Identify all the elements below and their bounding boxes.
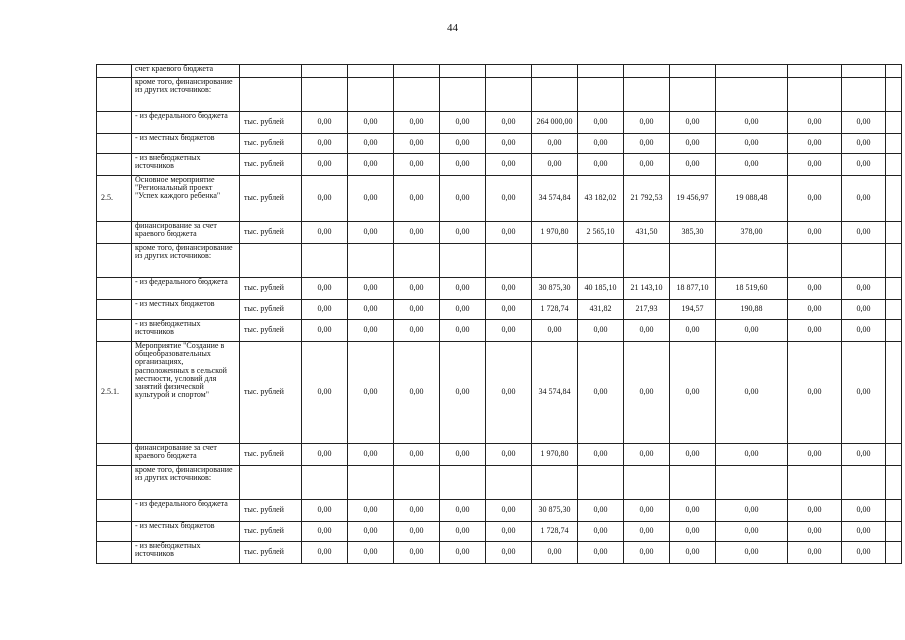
value-cell: 0,00 [624, 134, 670, 154]
table-row [97, 444, 902, 466]
value-cell: 0,00 [394, 222, 440, 244]
value-cell [302, 466, 348, 500]
value-cell [886, 65, 902, 78]
value-cell: 0,00 [348, 222, 394, 244]
value-cell: 0,00 [440, 542, 486, 564]
table-row [97, 342, 902, 444]
row-unit-cell: тыс. рублей [240, 500, 302, 522]
value-cell: 0,00 [624, 112, 670, 134]
value-cell: 0,00 [440, 342, 486, 444]
value-cell: 0,00 [486, 112, 532, 134]
value-cell [348, 244, 394, 278]
row-unit-cell: тыс. рублей [240, 320, 302, 342]
value-cell [348, 65, 394, 78]
row-number-cell: 2.5.1. [97, 342, 132, 444]
value-cell: 0,00 [788, 112, 842, 134]
row-name-cell: - из федерального бюджета [132, 112, 240, 134]
value-cell: 0,00 [394, 444, 440, 466]
value-cell: 0,00 [486, 300, 532, 320]
value-cell [716, 78, 788, 112]
value-cell: 0,00 [302, 522, 348, 542]
value-cell: 43 182,02 [578, 176, 624, 222]
value-cell: 0,00 [788, 154, 842, 176]
value-cell: 0,00 [486, 500, 532, 522]
value-cell: 0,00 [394, 500, 440, 522]
value-cell: 30 875,30 [532, 500, 578, 522]
value-cell: 0,00 [578, 542, 624, 564]
value-cell: 0,00 [716, 134, 788, 154]
value-cell: 0,00 [348, 444, 394, 466]
row-name-cell: - из местных бюджетов [132, 522, 240, 542]
table-row [97, 78, 902, 112]
value-cell: 0,00 [348, 278, 394, 300]
value-cell: 0,00 [842, 222, 886, 244]
value-cell: 1 728,74 [532, 300, 578, 320]
value-cell: 0,00 [394, 342, 440, 444]
row-number-cell [97, 500, 132, 522]
value-cell: 0,00 [440, 222, 486, 244]
value-cell: 34 574,84 [532, 176, 578, 222]
value-cell: 0,00 [842, 134, 886, 154]
row-number-cell: 2.5. [97, 176, 132, 222]
value-cell: 0,00 [716, 320, 788, 342]
value-cell [440, 78, 486, 112]
value-cell: 0,00 [486, 176, 532, 222]
value-cell: 0,00 [788, 542, 842, 564]
value-cell: 0,00 [486, 320, 532, 342]
value-cell [348, 78, 394, 112]
row-name-cell: финансирование за счет краевого бюджета [132, 222, 240, 244]
value-cell: 40 185,10 [578, 278, 624, 300]
value-cell: 0,00 [670, 154, 716, 176]
value-cell [532, 466, 578, 500]
row-name-cell: - из местных бюджетов [132, 300, 240, 320]
value-cell [578, 244, 624, 278]
value-cell [624, 244, 670, 278]
value-cell: 0,00 [578, 522, 624, 542]
row-unit-cell: тыс. рублей [240, 134, 302, 154]
value-cell: 0,00 [394, 320, 440, 342]
value-cell [394, 78, 440, 112]
value-cell: 0,00 [578, 444, 624, 466]
value-cell: 0,00 [302, 542, 348, 564]
value-cell [670, 244, 716, 278]
row-number-cell [97, 134, 132, 154]
value-cell: 0,00 [788, 522, 842, 542]
value-cell: 0,00 [788, 320, 842, 342]
value-cell: 1 970,80 [532, 222, 578, 244]
value-cell: 0,00 [716, 444, 788, 466]
value-cell [578, 466, 624, 500]
value-cell: 190,88 [716, 300, 788, 320]
value-cell: 0,00 [486, 542, 532, 564]
table-row [97, 65, 902, 78]
value-cell: 0,00 [842, 300, 886, 320]
table-row [97, 300, 902, 320]
value-cell: 0,00 [302, 320, 348, 342]
row-unit-cell: тыс. рублей [240, 342, 302, 444]
value-cell: 1 728,74 [532, 522, 578, 542]
row-number-cell [97, 542, 132, 564]
value-cell: 0,00 [394, 176, 440, 222]
value-cell [486, 78, 532, 112]
value-cell [886, 444, 902, 466]
table-row [97, 542, 902, 564]
value-cell: 2 565,10 [578, 222, 624, 244]
value-cell: 0,00 [348, 176, 394, 222]
value-cell [394, 65, 440, 78]
row-number-cell [97, 320, 132, 342]
value-cell: 0,00 [440, 176, 486, 222]
value-cell: 0,00 [302, 222, 348, 244]
value-cell: 0,00 [716, 112, 788, 134]
value-cell: 0,00 [578, 134, 624, 154]
value-cell: 0,00 [716, 542, 788, 564]
table-row [97, 278, 902, 300]
value-cell: 378,00 [716, 222, 788, 244]
value-cell [670, 65, 716, 78]
row-unit-cell: тыс. рублей [240, 112, 302, 134]
table-row [97, 320, 902, 342]
value-cell: 0,00 [788, 222, 842, 244]
value-cell: 0,00 [842, 176, 886, 222]
row-number-cell [97, 222, 132, 244]
value-cell: 0,00 [842, 444, 886, 466]
row-name-cell: кроме того, финансирование из других источников: [132, 466, 240, 500]
value-cell [886, 154, 902, 176]
row-name-cell: кроме того, финансирование из других источников: [132, 244, 240, 278]
row-name-cell: - из внебюджетных источников [132, 154, 240, 176]
value-cell [348, 466, 394, 500]
table-row [97, 500, 902, 522]
value-cell: 0,00 [842, 500, 886, 522]
value-cell: 431,82 [578, 300, 624, 320]
value-cell [886, 112, 902, 134]
value-cell: 21 143,10 [624, 278, 670, 300]
row-number-cell [97, 300, 132, 320]
value-cell: 0,00 [486, 342, 532, 444]
row-unit-cell: тыс. рублей [240, 444, 302, 466]
value-cell [886, 342, 902, 444]
value-cell: 431,50 [624, 222, 670, 244]
value-cell: 0,00 [486, 522, 532, 542]
value-cell: 0,00 [716, 522, 788, 542]
table-row [97, 134, 902, 154]
value-cell: 0,00 [670, 342, 716, 444]
value-cell [886, 320, 902, 342]
value-cell [394, 466, 440, 500]
value-cell: 21 792,53 [624, 176, 670, 222]
row-number-cell [97, 444, 132, 466]
value-cell: 0,00 [302, 444, 348, 466]
value-cell [886, 78, 902, 112]
table-row [97, 154, 902, 176]
value-cell: 0,00 [624, 320, 670, 342]
value-cell: 0,00 [578, 320, 624, 342]
value-cell: 0,00 [578, 500, 624, 522]
value-cell: 0,00 [394, 278, 440, 300]
value-cell: 0,00 [440, 522, 486, 542]
value-cell [716, 65, 788, 78]
value-cell [624, 78, 670, 112]
value-cell: 0,00 [302, 500, 348, 522]
table-row [97, 112, 902, 134]
value-cell: 30 875,30 [532, 278, 578, 300]
value-cell: 0,00 [842, 278, 886, 300]
value-cell: 0,00 [624, 154, 670, 176]
value-cell: 0,00 [624, 444, 670, 466]
value-cell: 19 456,97 [670, 176, 716, 222]
row-name-cell: Основное мероприятие "Региональный проект "Успех каждого ребенка" [132, 176, 240, 222]
value-cell: 264 000,00 [532, 112, 578, 134]
value-cell: 0,00 [624, 522, 670, 542]
row-number-cell [97, 65, 132, 78]
value-cell [532, 78, 578, 112]
value-cell: 0,00 [440, 320, 486, 342]
value-cell [578, 65, 624, 78]
value-cell: 0,00 [842, 342, 886, 444]
value-cell: 0,00 [394, 522, 440, 542]
value-cell [886, 176, 902, 222]
row-number-cell [97, 78, 132, 112]
value-cell [716, 466, 788, 500]
value-cell [788, 65, 842, 78]
value-cell: 0,00 [788, 134, 842, 154]
value-cell [842, 244, 886, 278]
value-cell: 0,00 [394, 134, 440, 154]
value-cell: 0,00 [302, 134, 348, 154]
value-cell: 0,00 [302, 112, 348, 134]
value-cell: 0,00 [348, 154, 394, 176]
table-row [97, 244, 902, 278]
value-cell [886, 300, 902, 320]
value-cell: 0,00 [532, 542, 578, 564]
value-cell: 0,00 [394, 112, 440, 134]
value-cell: 0,00 [486, 134, 532, 154]
row-unit-cell: тыс. рублей [240, 278, 302, 300]
value-cell: 19 088,48 [716, 176, 788, 222]
row-name-cell: - из федерального бюджета [132, 278, 240, 300]
value-cell: 0,00 [348, 112, 394, 134]
value-cell: 0,00 [670, 444, 716, 466]
row-name-cell: - из федерального бюджета [132, 500, 240, 522]
value-cell [886, 466, 902, 500]
value-cell [624, 65, 670, 78]
value-cell: 0,00 [348, 542, 394, 564]
value-cell: 0,00 [842, 522, 886, 542]
value-cell: 0,00 [788, 500, 842, 522]
value-cell: 18 877,10 [670, 278, 716, 300]
value-cell: 0,00 [788, 444, 842, 466]
value-cell: 0,00 [532, 320, 578, 342]
value-cell: 0,00 [578, 154, 624, 176]
value-cell: 0,00 [624, 542, 670, 564]
value-cell: 0,00 [394, 300, 440, 320]
value-cell: 0,00 [842, 542, 886, 564]
value-cell: 0,00 [578, 342, 624, 444]
value-cell: 0,00 [716, 154, 788, 176]
value-cell: 194,57 [670, 300, 716, 320]
value-cell: 0,00 [842, 154, 886, 176]
value-cell [886, 542, 902, 564]
row-name-cell: - из внебюджетных источников [132, 320, 240, 342]
value-cell: 0,00 [394, 154, 440, 176]
value-cell [578, 78, 624, 112]
value-cell: 0,00 [532, 154, 578, 176]
table-row [97, 176, 902, 222]
value-cell [886, 244, 902, 278]
table-row [97, 466, 902, 500]
value-cell [842, 78, 886, 112]
value-cell: 34 574,84 [532, 342, 578, 444]
value-cell: 0,00 [440, 112, 486, 134]
value-cell: 0,00 [440, 134, 486, 154]
row-name-cell: - из местных бюджетов [132, 134, 240, 154]
value-cell [886, 278, 902, 300]
value-cell: 0,00 [670, 320, 716, 342]
value-cell: 0,00 [440, 278, 486, 300]
value-cell: 0,00 [440, 300, 486, 320]
row-unit-cell: тыс. рублей [240, 522, 302, 542]
row-number-cell [97, 466, 132, 500]
value-cell [886, 134, 902, 154]
value-cell: 0,00 [578, 112, 624, 134]
value-cell: 0,00 [348, 522, 394, 542]
value-cell [532, 244, 578, 278]
value-cell: 385,30 [670, 222, 716, 244]
row-unit-cell: тыс. рублей [240, 542, 302, 564]
value-cell: 0,00 [348, 500, 394, 522]
value-cell: 0,00 [348, 134, 394, 154]
value-cell [886, 522, 902, 542]
value-cell [440, 466, 486, 500]
value-cell: 0,00 [670, 134, 716, 154]
budget-table [96, 64, 902, 564]
value-cell: 0,00 [670, 500, 716, 522]
row-number-cell [97, 244, 132, 278]
row-number-cell [97, 278, 132, 300]
value-cell: 18 519,60 [716, 278, 788, 300]
value-cell [302, 65, 348, 78]
value-cell: 0,00 [440, 154, 486, 176]
value-cell: 0,00 [788, 300, 842, 320]
value-cell: 0,00 [302, 342, 348, 444]
value-cell [440, 244, 486, 278]
value-cell: 0,00 [348, 320, 394, 342]
row-unit-cell [240, 78, 302, 112]
row-unit-cell [240, 244, 302, 278]
row-name-cell: счет краевого бюджета [132, 65, 240, 78]
row-number-cell [97, 154, 132, 176]
value-cell [788, 244, 842, 278]
page-number: 44 [447, 22, 458, 34]
value-cell [886, 222, 902, 244]
row-unit-cell [240, 65, 302, 78]
row-name-cell: кроме того, финансирование из других источников: [132, 78, 240, 112]
value-cell: 0,00 [670, 542, 716, 564]
value-cell: 1 970,80 [532, 444, 578, 466]
value-cell: 0,00 [486, 278, 532, 300]
value-cell: 0,00 [348, 300, 394, 320]
value-cell: 0,00 [486, 154, 532, 176]
value-cell [302, 78, 348, 112]
value-cell: 0,00 [394, 542, 440, 564]
value-cell [486, 65, 532, 78]
row-name-cell: Мероприятие "Создание в общеобразовательных организациях, расположенных в сельской местности, условий для занятий физической культурой и спортом" [132, 342, 240, 444]
value-cell: 0,00 [788, 176, 842, 222]
value-cell [486, 466, 532, 500]
value-cell: 0,00 [670, 522, 716, 542]
row-name-cell: - из внебюджетных источников [132, 542, 240, 564]
value-cell [302, 244, 348, 278]
value-cell [440, 65, 486, 78]
value-cell: 0,00 [788, 342, 842, 444]
row-unit-cell: тыс. рублей [240, 222, 302, 244]
row-unit-cell: тыс. рублей [240, 154, 302, 176]
value-cell: 0,00 [486, 444, 532, 466]
value-cell [788, 466, 842, 500]
row-unit-cell: тыс. рублей [240, 176, 302, 222]
value-cell: 0,00 [486, 222, 532, 244]
table-body [97, 65, 902, 564]
value-cell [886, 500, 902, 522]
value-cell: 0,00 [842, 112, 886, 134]
table-row [97, 522, 902, 542]
value-cell: 0,00 [348, 342, 394, 444]
value-cell [670, 78, 716, 112]
value-cell [532, 65, 578, 78]
row-name-cell: финансирование за счет краевого бюджета [132, 444, 240, 466]
row-number-cell [97, 112, 132, 134]
value-cell: 0,00 [716, 342, 788, 444]
value-cell: 0,00 [842, 320, 886, 342]
value-cell: 0,00 [302, 176, 348, 222]
value-cell [842, 466, 886, 500]
value-cell: 0,00 [788, 278, 842, 300]
value-cell [394, 244, 440, 278]
value-cell: 0,00 [440, 444, 486, 466]
row-unit-cell [240, 466, 302, 500]
value-cell: 0,00 [302, 154, 348, 176]
row-number-cell [97, 522, 132, 542]
value-cell: 0,00 [716, 500, 788, 522]
value-cell: 0,00 [624, 342, 670, 444]
value-cell: 0,00 [670, 112, 716, 134]
value-cell [624, 466, 670, 500]
table-row [97, 222, 902, 244]
value-cell [842, 65, 886, 78]
value-cell [486, 244, 532, 278]
row-unit-cell: тыс. рублей [240, 300, 302, 320]
value-cell: 0,00 [302, 278, 348, 300]
value-cell: 0,00 [440, 500, 486, 522]
value-cell: 217,93 [624, 300, 670, 320]
value-cell [670, 466, 716, 500]
value-cell: 0,00 [302, 300, 348, 320]
value-cell: 0,00 [532, 134, 578, 154]
value-cell: 0,00 [624, 500, 670, 522]
value-cell [788, 78, 842, 112]
value-cell [716, 244, 788, 278]
